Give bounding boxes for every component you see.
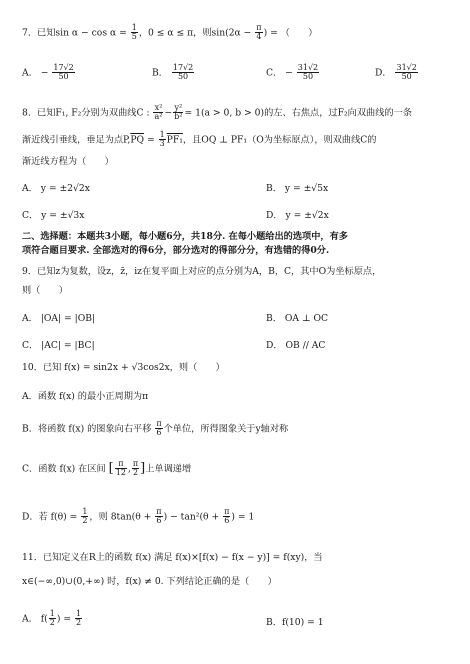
q8-option-c[interactable] [22, 207, 84, 221]
q11-option-a[interactable] [22, 610, 83, 628]
q9-option-b-text: OA ⊥ OC [284, 313, 329, 324]
q11-option-b[interactable]: B．f(10) = 1 [266, 617, 324, 628]
q7-option-d-num: 31√2 [396, 63, 417, 72]
q10-option-c-start: C．函数 f(x) 在区间 [22, 463, 106, 475]
q10-interval-right-fraction [132, 460, 139, 478]
q9-option-a[interactable] [22, 310, 95, 324]
q7-cond-den: 5 [131, 32, 137, 42]
q10-option-d-fraction2 [155, 508, 162, 526]
q7-option-d[interactable] [375, 64, 419, 82]
q11-option-a-num1: 1 [49, 609, 55, 618]
q7-expr-start: sin(2α − [211, 27, 252, 39]
q7-option-a-sign: − [40, 67, 49, 79]
q8-y2: y² [174, 103, 183, 112]
q11-option-a-mid: ) = [56, 613, 72, 625]
q8-option-d-label: D． [266, 210, 283, 221]
q7-option-d-label: D． [375, 67, 392, 79]
q10-interval-right-num: π [132, 459, 139, 468]
q8-x2: x² [154, 103, 163, 112]
q7-option-b-fraction [172, 64, 194, 82]
q11-option-a-label: A． [22, 613, 38, 625]
q8-line1-end: = 1(a > 0, b > 0)的左、右焦点，过F₂向双曲线的一条 [184, 107, 412, 119]
q8-line3: 渐近线方程为（ ） [22, 156, 114, 167]
q8-option-c-label: C． [22, 210, 39, 221]
q9-option-b[interactable] [266, 310, 328, 324]
q7-expr-fraction [255, 24, 262, 42]
q8-vector-pf1: PF₁ [166, 134, 183, 146]
q7-option-d-den: 50 [401, 72, 412, 82]
q9-line1: 9．已知z为复数，设z，z̄，iz在复平面上对应的点分别为A，B，C，其中O为坐标原点， [22, 266, 382, 277]
q7-option-d-fraction [395, 64, 417, 82]
q8-option-b[interactable] [266, 180, 328, 194]
q7-option-a-label: A． [22, 67, 38, 79]
section2-heading-line2: 项符合题目要求. 全部选对的得6分，部分选对的得部分分，有选错的得0分. [22, 245, 330, 256]
q8-option-d[interactable] [266, 207, 329, 221]
q10-option-d-start: D．若 f(θ) = [22, 511, 78, 523]
q8-option-a-text: y = ±2√2x [40, 183, 90, 194]
q10-option-b-start: B．将函数 f(x) 的图象向右平移 [22, 423, 152, 435]
q8-third-den: 3 [159, 139, 165, 149]
q10-option-b-num: π [156, 419, 162, 428]
section2-heading-line1: 二、选择题：本题共3小题，每小题6分，共18分. 在每小题给出的选项中，有多 [22, 231, 348, 242]
q11-option-a-fraction2 [75, 610, 82, 628]
q8-x-fraction [153, 104, 163, 122]
q10-option-a[interactable]: A．函数 f(x) 的最小正周期为π [22, 391, 149, 402]
q11-option-a-fraction1 [49, 610, 56, 628]
q10-option-d-fraction3 [223, 508, 230, 526]
q10-interval-right-den: 2 [132, 468, 139, 478]
q7-option-c-sign: − [285, 67, 293, 79]
q7-option-c-den: 50 [302, 72, 314, 82]
q10-interval-left-fraction [115, 460, 127, 478]
q7-option-a[interactable] [22, 64, 76, 82]
q10-option-d-num1: 1 [82, 507, 88, 516]
q10-interval-left-den: 12 [115, 468, 126, 478]
q10-stem: 10．已知 f(x) = sin2x + √3cos2x，则（ ） [22, 362, 225, 373]
q10-option-d-mid2: ) − tan²(θ + [163, 511, 220, 523]
q9-option-a-label: A． [22, 313, 38, 324]
q11-option-a-den2: 2 [75, 618, 82, 628]
q8-equals: = [146, 134, 155, 146]
q10-option-d-den2: 6 [156, 516, 162, 526]
q7-expr-den: 4 [256, 32, 262, 42]
q7-option-c-fraction [297, 64, 319, 82]
q8-line1 [22, 104, 412, 122]
q9-option-d-text: OB // AC [285, 340, 326, 351]
q10-interval-left-num: π [115, 460, 127, 469]
q8-third-fraction [159, 131, 166, 149]
q9-option-d-label: D． [266, 340, 283, 351]
q10-option-d-den3: 6 [224, 516, 230, 526]
q7-expr-num: π [256, 23, 262, 32]
q10-option-c[interactable]: C．函数 f(x) 在区间 [ $\frac{\pi}{12}$ , $\frac{\pi}{2}$ ]上单调递增 [22, 459, 192, 478]
q8-line2 [22, 131, 376, 149]
q8-b2: b² [174, 112, 183, 122]
q10-option-d[interactable] [22, 508, 254, 526]
q10-option-c-end: 上单调递增 [145, 463, 192, 475]
q10-option-d-den1: 2 [82, 516, 88, 526]
q9-option-c-text: |AC| = |BC| [41, 340, 95, 351]
q10-interval-close-bracket: ] [140, 460, 146, 476]
q11-line2: x∈(−∞,0)∪(0,+∞) 时，f(x) ≠ 0. 下列结论正确的是（ ） [22, 576, 277, 587]
q8-option-d-text: y = ±√2x [285, 210, 329, 221]
q11-line1: 11．已知定义在R上的函数 f(x) 满足 f(x)×[f(x) − f(x − y)] = f(xy)，当 [22, 552, 323, 563]
q8-vector-pq: $\overline{PQ}$ [130, 134, 145, 146]
q9-option-d[interactable] [266, 337, 325, 351]
q8-option-b-text: y = ±√5x [284, 183, 329, 194]
q7-option-c-num: 31√2 [297, 63, 319, 72]
q9-line2: 则（ ） [22, 285, 68, 296]
q10-option-b-den: 6 [156, 428, 162, 438]
q8-third-num: 1 [159, 130, 165, 139]
q10-option-d-num3: π [224, 507, 230, 516]
q11-option-a-start: f( [40, 613, 48, 625]
q7-option-b-num: 17√2 [172, 63, 194, 72]
q7-option-b-label: B． [152, 67, 168, 79]
q8-option-a[interactable] [22, 180, 90, 194]
q10-option-b-fraction [155, 420, 162, 438]
q11-option-a-den1: 2 [49, 618, 55, 628]
q8-option-b-label: B． [266, 183, 282, 194]
q10-option-d-num2: π [156, 507, 162, 516]
q7-option-b[interactable] [152, 64, 195, 82]
q10-option-d-end: ) = 1 [231, 511, 255, 523]
q10-option-d-fraction1 [81, 508, 88, 526]
q7-condition: sin α − cos α = [55, 27, 127, 39]
q9-option-c-label: C． [22, 340, 39, 351]
q10-interval-open-bracket: [ [108, 460, 114, 476]
q8-minus: − [164, 107, 173, 119]
q8-line1-start: 8．已知F₁, F₂分别为双曲线C : [22, 107, 150, 119]
q7-option-b-den: 50 [177, 72, 189, 82]
q8-y-fraction [173, 104, 183, 122]
q7-stem-prefix: 7．已知 [22, 27, 56, 39]
q8-line2-end: ，且OQ ⊥ PF₁（O为坐标原点），则双曲线C的 [182, 134, 377, 146]
q7-stem [22, 24, 317, 42]
q7-cond-fraction [131, 24, 138, 42]
q9-option-b-label: B． [266, 313, 282, 324]
q10-option-b[interactable] [22, 420, 288, 438]
q8-a2: a² [154, 112, 163, 122]
q7-option-c-label: C． [266, 67, 283, 79]
q7-range: ，0 ≤ α ≤ π，则 [138, 27, 212, 39]
q7-option-c[interactable] [266, 64, 320, 82]
q7-option-a-num: 17√2 [53, 63, 74, 72]
q10-option-d-mid1: ，则 8tan(θ + [89, 511, 152, 523]
q9-option-a-text: |OA| = |OB| [40, 313, 96, 324]
q7-expr-end: ) = （ ） [263, 27, 318, 39]
q7-cond-num: 1 [131, 23, 137, 32]
q8-line2-start: 渐近线引垂线，垂足为点P, [22, 134, 131, 146]
q10-option-b-end: 个单位，所得图象关于y轴对称 [163, 423, 289, 435]
q7-option-a-fraction [52, 64, 74, 82]
q7-option-a-den: 50 [58, 72, 69, 82]
q8-option-c-text: y = ±√3x [41, 210, 85, 221]
q8-option-a-label: A． [22, 183, 38, 194]
q11-option-a-num2: 1 [75, 609, 82, 618]
q9-option-c[interactable] [22, 337, 95, 351]
